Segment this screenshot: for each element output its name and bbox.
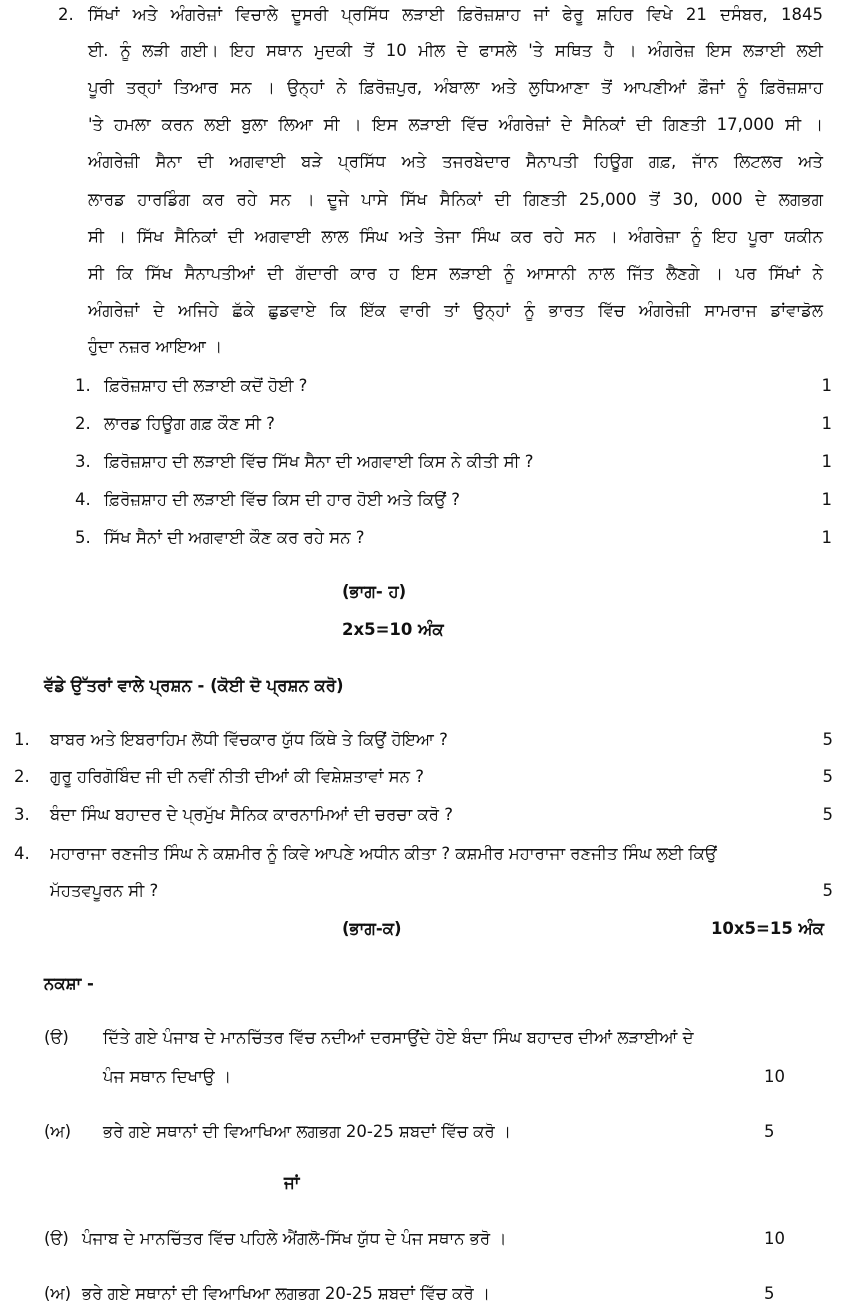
question-text-line-1: ਮਹਾਰਾਜਾ ਰਣਜੀਤ ਸਿੰਘ ਨੇ ਕਸ਼ਮੀਰ ਨੂੰ ਕਿਵੇ ਆਪਣੇ ਅਧੀਨ ਕੀਤਾ ? ਕਸ਼ਮੀਰ ਮਹਾਰਾਜਾ ਰਣਜੀਤ ਸਿੰਘ ਲਈ ਕਿਉਂ — [50, 844, 717, 863]
item-label: (ੳ) — [44, 1229, 69, 1248]
item-marks: 5 — [764, 1284, 775, 1303]
question-number: 1. — [14, 730, 30, 749]
section-h-heading: ਵੱਡੇ ਉੱਤਰਾਂ ਵਾਲੇ ਪ੍ਰਸ਼ਨ - (ਕੋਈ ਦੋ ਪ੍ਰਸ਼ਨ ਕਰੋ) — [44, 676, 344, 695]
question-text-line-2: ਮੱਹਤਵਪੂਰਨ ਸੀ ? — [50, 881, 159, 900]
passage-line-6: ਲਾਰਡ ਹਾਰਡਿੰਗ ਕਰ ਰਹੇ ਸਨ । ਦੂਜੇ ਪਾਸੇ ਸਿੱਖ ਸੈਨਿਕਾਂ ਦੀ ਗਿਣਤੀ 25,000 ਤੋਂ 30, 000 ਦੇ ਲਗਭਗ — [88, 190, 823, 209]
section-k-marks: 10x5=15 ਅੰਕ — [710, 919, 824, 938]
section-h-title: (ਭਾਗ- ਹ) — [342, 582, 407, 601]
question-text: ਸਿੱਖ ਸੈਨਾਂ ਦੀ ਅਗਵਾਈ ਕੌਣ ਕਰ ਰਹੇ ਸਨ ? — [104, 528, 365, 547]
question-marks: 1 — [821, 490, 832, 509]
question-marks: 5 — [822, 881, 833, 900]
question-marks: 5 — [822, 767, 833, 786]
passage-line-2: ਈ. ਨੂੰ ਲੜੀ ਗਈ। ਇਹ ਸਥਾਨ ਮੁਦਕੀ ਤੋਂ 10 ਮੀਲ ਦੇ ਫਾਸਲੇ 'ਤੇ ਸਥਿਤ ਹੈ । ਅੰਗਰੇਜ਼ ਇਸ ਲੜਾਈ ਲਈ — [88, 41, 823, 60]
question-marks: 1 — [821, 376, 832, 395]
question-text: ਫ਼ਿਰੋਜ਼ਸ਼ਾਹ ਦੀ ਲੜਾਈ ਕਦੋਂ ਹੋਈ ? — [104, 376, 308, 395]
item-label: (ਅ) — [44, 1122, 72, 1141]
question-number: 4. — [75, 490, 91, 509]
passage-number: 2. — [58, 5, 74, 24]
question-marks: 1 — [821, 414, 832, 433]
item-label: (ਅ) — [44, 1284, 72, 1303]
question-text: ਫ਼ਿਰੋਜ਼ਸ਼ਾਹ ਦੀ ਲੜਾਈ ਵਿੱਚ ਸਿੱਖ ਸੈਨਾ ਦੀ ਅਗਵਾਈ ਕਿਸ ਨੇ ਕੀਤੀ ਸੀ ? — [104, 452, 534, 471]
item-text: ਪੰਜਾਬ ਦੇ ਮਾਨਚਿੱਤਰ ਵਿੱਚ ਪਹਿਲੇ ਐਂਗਲੋ-ਸਿੱਖ ਯੁੱਧ ਦੇ ਪੰਜ ਸਥਾਨ ਭਰੋ । — [82, 1229, 507, 1248]
passage-line-8: ਸੀ ਕਿ ਸਿੱਖ ਸੈਨਾਪਤੀਆਂ ਦੀ ਗੱਦਾਰੀ ਕਾਰ ਹ ਇਸ ਲੜਾਈ ਨੂੰ ਆਸਾਨੀ ਨਾਲ ਜਿੱਤ ਲੈਣਗੇ । ਪਰ ਸਿੱਖਾਂ ਨੇ — [88, 264, 823, 283]
item-text: ਭਰੇ ਗਏ ਸਥਾਨਾਂ ਦੀ ਵਿਆਖਿਆ ਲਗਭਗ 20-25 ਸ਼ਬਦਾਂ ਵਿੱਚ ਕਰੋ । — [103, 1122, 512, 1141]
passage-line-3: ਪੂਰੀ ਤਰ੍ਹਾਂ ਤਿਆਰ ਸਨ । ਉਨ੍ਹਾਂ ਨੇ ਫ਼ਿਰੋਜ਼ਪੁਰ, ਅੰਬਾਲਾ ਅਤੇ ਲੁਧਿਆਣਾ ਤੋਂ ਆਪਣੀਆਂ ਫ਼ੌਜਾਂ ਨੂੰ ਫ਼ਿਰੋਜ਼ਸ਼ਾਹ — [88, 78, 823, 97]
item-marks: 5 — [764, 1122, 775, 1141]
question-number: 3. — [14, 805, 30, 824]
question-marks: 5 — [822, 805, 833, 824]
passage-line-9: ਅੰਗਰੇਜ਼ਾਂ ਦੇ ਅਜਿਹੇ ਛੱਕੇ ਛੁਡਵਾਏ ਕਿ ਇੱਕ ਵਾਰੀ ਤਾਂ ਉਨ੍ਹਾਂ ਨੂੰ ਭਾਰਤ ਵਿੱਚ ਅੰਗਰੇਜ਼ੀ ਸਾਮਰਾਜ ਡਾਂਵਾਡੋਲ — [88, 301, 823, 320]
section-k-heading: ਨਕਸ਼ਾ - — [44, 974, 94, 993]
item-marks: 10 — [764, 1229, 785, 1248]
question-text: ਲਾਰਡ ਹਿਊਗ ਗਫ਼ ਕੌਣ ਸੀ ? — [104, 414, 275, 433]
passage-line-10: ਹੁੰਦਾ ਨਜ਼ਰ ਆਇਆ । — [88, 337, 223, 356]
passage-line-4: 'ਤੇ ਹਮਲਾ ਕਰਨ ਲਈ ਬੁਲਾ ਲਿਆ ਸੀ । ਇਸ ਲੜਾਈ ਵਿੱਚ ਅੰਗਰੇਜ਼ਾਂ ਦੇ ਸੈਨਿਕਾਂ ਦੀ ਗਿਣਤੀ 17,000 ਸੀ । — [88, 115, 823, 134]
passage-line-1: ਸਿੱਖਾਂ ਅਤੇ ਅੰਗਰੇਜ਼ਾਂ ਵਿਚਾਲੇ ਦੂਸਰੀ ਪ੍ਰਸਿੱਧ ਲੜਾਈ ਫ਼ਿਰੋਜ਼ਸ਼ਾਹ ਜਾਂ ਫੇਰੂ ਸ਼ਹਿਰ ਵਿਖੇ 21 ਦਸੰਬਰ, 1845 — [88, 5, 823, 24]
question-text: ਬੰਦਾ ਸਿੰਘ ਬਹਾਦਰ ਦੇ ਪ੍ਰਮੁੱਖ ਸੈਨਿਕ ਕਾਰਨਾਮਿਆਂ ਦੀ ਚਰਚਾ ਕਰੋ ? — [50, 805, 453, 824]
question-number: 4. — [14, 844, 30, 863]
question-marks: 5 — [822, 730, 833, 749]
question-number: 1. — [75, 376, 91, 395]
item-text: ਭਰੇ ਗਏ ਸਥਾਨਾਂ ਦੀ ਵਿਆਖਿਆ ਲਗਭਗ 20-25 ਸ਼ਬਦਾਂ ਵਿੱਚ ਕਰੋ । — [82, 1284, 491, 1303]
item-text-line-2: ਪੰਜ ਸਥਾਨ ਦਿਖਾਉ । — [103, 1067, 232, 1086]
question-marks: 1 — [821, 528, 832, 547]
question-marks: 1 — [821, 452, 832, 471]
item-label: (ੳ) — [44, 1028, 69, 1047]
question-text: ਬਾਬਰ ਅਤੇ ਇਬਰਾਹਿਮ ਲੋਧੀ ਵਿੱਚਕਾਰ ਯੁੱਧ ਕਿੱਥੇ ਤੇ ਕਿਉਂ ਹੋਇਆ ? — [50, 730, 448, 749]
question-number: 3. — [75, 452, 91, 471]
item-text-line-1: ਦਿੱਤੇ ਗਏ ਪੰਜਾਬ ਦੇ ਮਾਨਚਿੱਤਰ ਵਿੱਚ ਨਦੀਆਂ ਦਰਸਾਉਂਦੇ ਹੋਏ ਬੰਦਾ ਸਿੰਘ ਬਹਾਦਰ ਦੀਆਂ ਲੜਾਈਆਂ ਦੇ — [103, 1028, 694, 1047]
question-number: 2. — [75, 414, 91, 433]
section-k-title: (ਭਾਗ-ਕ) — [342, 919, 402, 938]
question-text: ਫ਼ਿਰੋਜ਼ਸ਼ਾਹ ਦੀ ਲੜਾਈ ਵਿੱਚ ਕਿਸ ਦੀ ਹਾਰ ਹੋਈ ਅਤੇ ਕਿਉਂ ? — [104, 490, 460, 509]
question-number: 2. — [14, 767, 30, 786]
question-number: 5. — [75, 528, 91, 547]
question-text: ਗੁਰੂ ਹਰਿਗੋਬਿੰਦ ਜੀ ਦੀ ਨਵੀਂ ਨੀਤੀ ਦੀਆਂ ਕੀ ਵਿਸ਼ੇਸ਼ਤਾਵਾਂ ਸਨ ? — [50, 767, 424, 786]
passage-line-7: ਸੀ । ਸਿੱਖ ਸੈਨਿਕਾਂ ਦੀ ਅਗਵਾਈ ਲਾਲ ਸਿੰਘ ਅਤੇ ਤੇਜਾ ਸਿੰਘ ਕਰ ਰਹੇ ਸਨ । ਅੰਗਰੇਜ਼ਾ ਨੂੰ ਇਹ ਪੂਰਾ ਯਕੀਨ — [88, 227, 823, 246]
passage-line-5: ਅੰਗਰੇਜ਼ੀ ਸੈਨਾ ਦੀ ਅਗਵਾਈ ਬੜੇ ਪ੍ਰਸਿੱਧ ਅਤੇ ਤਜਰਬੇਦਾਰ ਸੈਨਾਪਤੀ ਹਿਊਗ ਗਫ਼, ਜਾੱਨ ਲਿਟਲਰ ਅਤੇ — [88, 152, 823, 171]
section-h-marks: 2x5=10 ਅੰਕ — [342, 620, 444, 639]
or-label: ਜਾਂ — [284, 1173, 300, 1192]
item-marks: 10 — [764, 1067, 785, 1086]
